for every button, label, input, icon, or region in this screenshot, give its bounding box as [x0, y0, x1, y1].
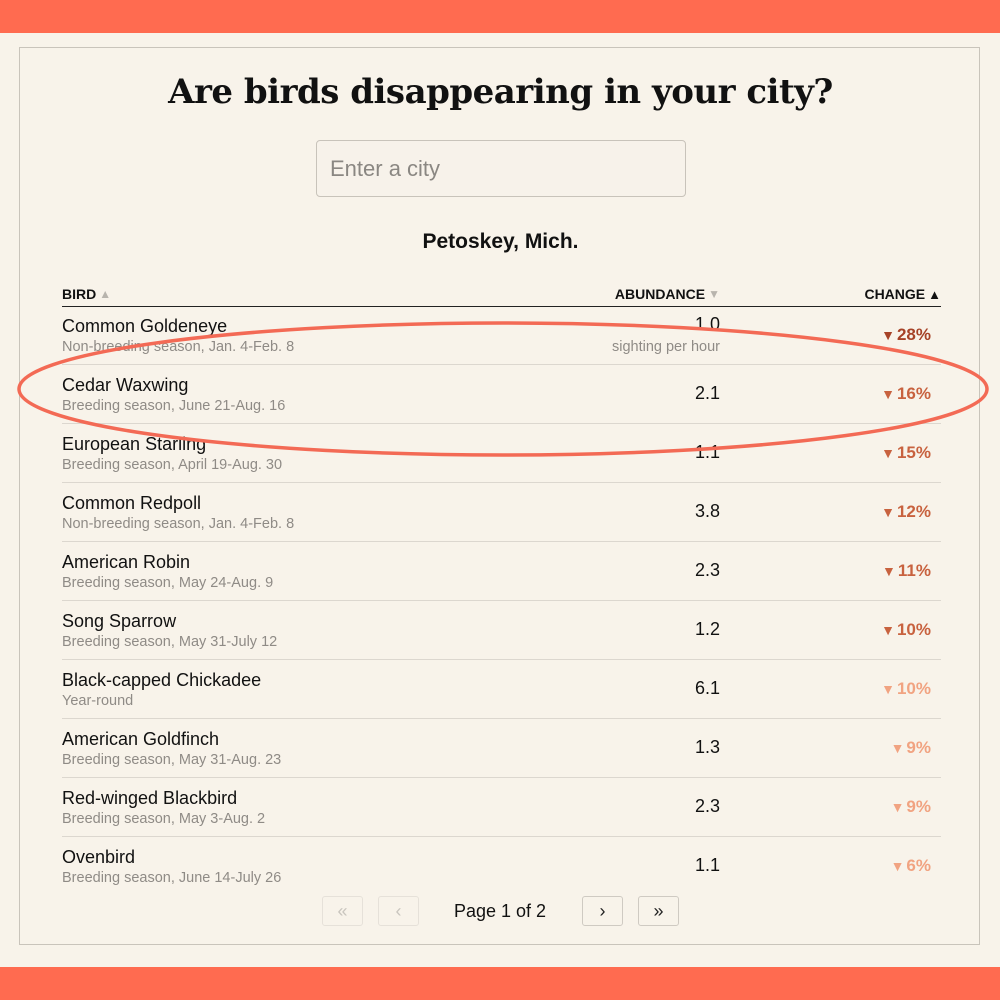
- bird-name: Red-winged Blackbird: [62, 788, 238, 808]
- table-row: [62, 365, 941, 424]
- column-header-bird[interactable]: [62, 286, 111, 302]
- top-accent-band: [0, 0, 1000, 33]
- table-header: [62, 284, 941, 307]
- city-search-input[interactable]: [316, 140, 686, 197]
- abundance-unit: sighting per hour: [611, 339, 720, 355]
- next-page-button[interactable]: [582, 896, 623, 926]
- change-value: [882, 561, 931, 581]
- bird-name: Black-capped Chickadee: [62, 670, 262, 690]
- change-value: [881, 620, 931, 640]
- bird-name: European Starling: [62, 434, 207, 454]
- table-row: [62, 542, 941, 601]
- bird-season: Non-breeding season, Jan. 4-Feb. 8: [62, 516, 295, 532]
- page-indicator: Page 1 of 2: [453, 901, 547, 921]
- bird-season: Breeding season, June 14-July 26: [62, 870, 282, 886]
- abundance-value: 1.1: [694, 442, 720, 462]
- bird-name: Common Goldeneye: [62, 316, 228, 336]
- bird-season: Breeding season, May 31-Aug. 23: [62, 752, 282, 768]
- decrease-triangle-icon: ▼: [881, 327, 895, 343]
- abundance-value: 2.3: [694, 560, 720, 580]
- change-value: [891, 856, 931, 876]
- column-header-bird-label: BIRD: [62, 286, 97, 302]
- double-chevron-right-icon: »: [653, 900, 664, 921]
- abundance-value: 1.3: [694, 737, 720, 757]
- bird-season: Year-round: [62, 693, 134, 709]
- pagination: [20, 896, 981, 928]
- change-value: [881, 325, 931, 345]
- change-percent: 10%: [896, 620, 931, 639]
- bird-table-body: [62, 306, 941, 895]
- abundance-value: 1.1: [694, 855, 720, 875]
- double-chevron-left-icon: «: [337, 900, 348, 921]
- abundance-value: 6.1: [694, 678, 720, 698]
- table-row: [62, 601, 941, 660]
- table-row: [62, 778, 941, 837]
- sort-up-active-icon: ▲: [928, 286, 941, 302]
- table-row: [62, 719, 941, 778]
- change-value: [881, 502, 931, 522]
- bird-name: Cedar Waxwing: [62, 375, 189, 395]
- page-title: Are birds disappearing in your city?: [168, 72, 833, 112]
- abundance-value: 1.0: [694, 314, 720, 334]
- bird-name: American Robin: [62, 552, 191, 572]
- change-percent: 11%: [897, 561, 931, 580]
- column-header-abundance[interactable]: [615, 286, 720, 302]
- abundance-value: 3.8: [694, 501, 720, 521]
- abundance-value: 2.3: [694, 796, 720, 816]
- decrease-triangle-icon: ▼: [881, 681, 895, 697]
- city-heading: Petoskey, Mich.: [422, 230, 579, 253]
- bird-season: Breeding season, May 24-Aug. 9: [62, 575, 274, 591]
- change-percent: 9%: [906, 797, 931, 816]
- bird-season: Breeding season, June 21-Aug. 16: [62, 398, 286, 414]
- table-row: [62, 660, 941, 719]
- sort-down-icon: ▼: [708, 287, 720, 301]
- chevron-right-icon: ›: [599, 900, 606, 921]
- bird-name: Common Redpoll: [62, 493, 202, 513]
- bottom-accent-band: [0, 967, 1000, 1000]
- decrease-triangle-icon: ▼: [882, 563, 896, 579]
- change-percent: 10%: [896, 679, 931, 698]
- chevron-left-icon: ‹: [395, 900, 402, 921]
- change-percent: 15%: [896, 443, 931, 462]
- decrease-triangle-icon: ▼: [890, 799, 905, 815]
- bird-season: Non-breeding season, Jan. 4-Feb. 8: [62, 339, 295, 355]
- column-header-change[interactable]: [864, 286, 941, 302]
- decrease-triangle-icon: ▼: [881, 386, 895, 402]
- decrease-triangle-icon: ▼: [881, 504, 895, 520]
- bird-season: Breeding season, May 3-Aug. 2: [62, 811, 266, 827]
- decrease-triangle-icon: ▼: [881, 445, 895, 461]
- column-header-abundance-label: ABUNDANCE: [614, 286, 706, 302]
- bird-season: Breeding season, April 19-Aug. 30: [62, 457, 283, 473]
- table-row: [62, 837, 941, 895]
- sort-up-icon: ▲: [99, 287, 112, 301]
- decrease-triangle-icon: ▼: [890, 740, 905, 756]
- change-value: [881, 384, 931, 404]
- last-page-button[interactable]: [638, 896, 679, 926]
- abundance-value: 2.1: [694, 383, 720, 403]
- change-value: [881, 443, 931, 463]
- first-page-button[interactable]: [322, 896, 363, 926]
- table-row: [62, 483, 941, 542]
- change-value: [881, 679, 931, 699]
- decrease-triangle-icon: ▼: [881, 622, 895, 638]
- change-percent: 12%: [896, 502, 931, 521]
- change-percent: 6%: [906, 856, 931, 875]
- change-percent: 16%: [896, 384, 931, 403]
- column-header-change-label: CHANGE: [864, 286, 926, 302]
- bird-widget-card: [19, 47, 980, 945]
- change-value: [891, 797, 931, 817]
- change-value: [891, 738, 931, 758]
- change-percent: 28%: [896, 325, 931, 344]
- decrease-triangle-icon: ▼: [890, 858, 905, 874]
- change-percent: 9%: [906, 738, 931, 757]
- table-row: [62, 424, 941, 483]
- abundance-value: 1.2: [694, 619, 720, 639]
- bird-season: Breeding season, May 31-July 12: [62, 634, 278, 650]
- bird-name: Song Sparrow: [62, 611, 177, 631]
- bird-name: American Goldfinch: [62, 729, 220, 749]
- previous-page-button[interactable]: [378, 896, 419, 926]
- table-row: [62, 306, 941, 365]
- bird-name: Ovenbird: [62, 847, 136, 867]
